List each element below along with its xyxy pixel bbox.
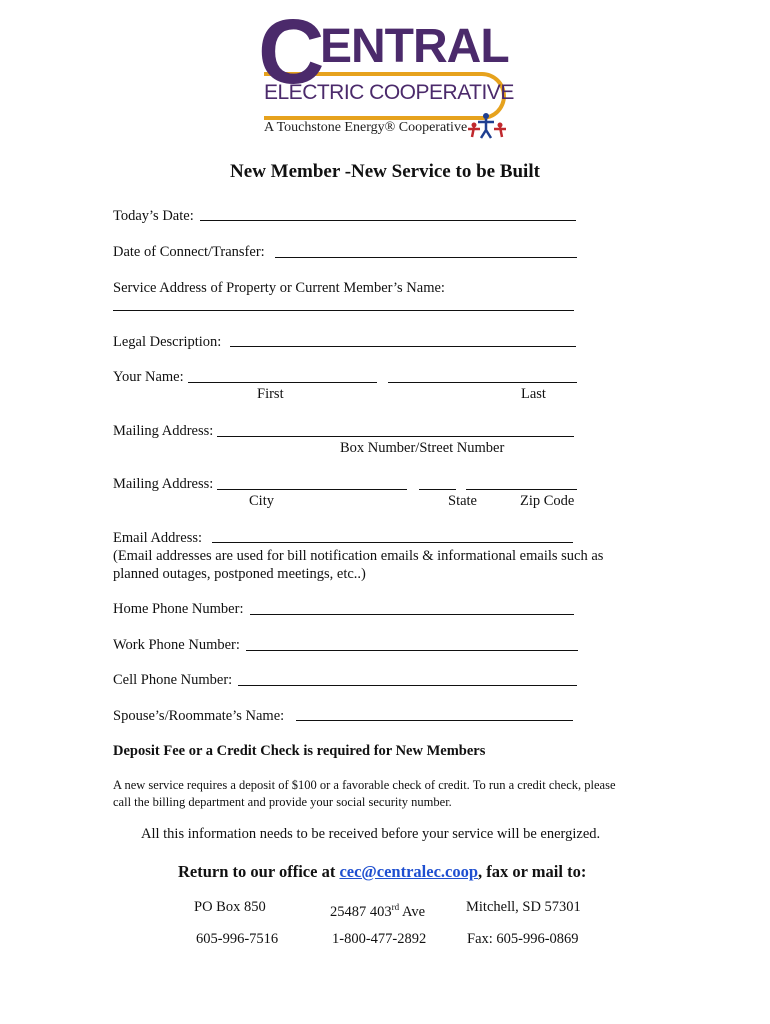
deposit-text-line-2: call the billing department and provide your social security number. [113,795,452,809]
deposit-text-line-1: A new service requires a deposit of $100 or a favorable check of credit. To run a credit check, please [113,778,616,792]
spouse-name-label: Spouse’s/Roommate’s Name: [113,708,285,724]
last-name-field[interactable] [388,382,577,383]
email-note-line-1: (Email addresses are used for bill notification emails & informational emails such as [113,548,604,564]
city-caption: City [249,493,274,509]
city-field[interactable] [217,489,407,490]
cooperative-logo [258,1,518,116]
street-ordinal: rd [391,902,400,912]
energize-notice: All this information needs to be received before your service will be energized. [141,826,601,842]
service-address-label: Service Address of Property or Current Member’s Name: [113,280,445,296]
toll-free-phone: 1-800-477-2892 [332,931,427,947]
cell-phone-label: Cell Phone Number: [113,672,233,688]
logo-brand-name: ENTRAL [320,20,509,73]
return-prefix: Return to our office at [178,862,340,881]
legal-description-field[interactable] [230,346,576,347]
po-box: PO Box 850 [194,899,266,915]
return-suffix: , fax or mail to: [478,862,587,881]
city-state-zip: Mitchell, SD 57301 [466,899,581,915]
your-name-label: Your Name: [113,369,184,385]
legal-description-label: Legal Description: [113,334,222,350]
cell-phone-field[interactable] [238,685,577,686]
mailing-address-label: Mailing Address: [113,423,214,439]
zip-code-field[interactable] [466,489,577,490]
email-note-line-2: planned outages, postponed meetings, etc..) [113,566,366,582]
work-phone-field[interactable] [246,650,578,651]
return-email-link[interactable]: cec@centralec.coop [339,862,479,881]
page-title: New Member -New Service to be Built [230,161,540,182]
office-phone: 605-996-7516 [196,931,279,947]
first-name-caption: First [257,386,284,402]
state-caption: State [448,493,477,509]
fax-number: Fax: 605-996-0869 [467,931,579,947]
connect-date-label: Date of Connect/Transfer: [113,244,265,260]
email-address-label: Email Address: [113,530,203,546]
work-phone-label: Work Phone Number: [113,637,240,653]
todays-date-field[interactable] [200,220,576,221]
touchstone-figures-icon [466,110,508,140]
todays-date-label: Today’s Date: [113,208,194,224]
connect-date-field[interactable] [275,257,577,258]
home-phone-field[interactable] [250,614,574,615]
last-name-caption: Last [521,386,546,402]
street-address-field[interactable] [217,436,574,437]
first-name-field[interactable] [188,382,377,383]
state-field[interactable] [419,489,456,490]
service-address-field[interactable] [113,310,574,311]
logo-letter-c: C [258,1,325,103]
street-number: 25487 403 [330,903,392,920]
deposit-heading: Deposit Fee or a Credit Check is required for New Members [113,743,486,759]
zip-code-caption: Zip Code [520,493,575,509]
email-address-field[interactable] [212,542,573,543]
home-phone-label: Home Phone Number: [113,601,244,617]
return-instructions [178,862,586,882]
street-address-caption: Box Number/Street Number [340,440,505,456]
logo-subtitle: ELECTRIC COOPERATIVE [264,81,514,104]
logo-tagline: A Touchstone Energy® Cooperative [264,120,468,135]
mailing-address-city-label: Mailing Address: [113,476,214,492]
street-name: Ave [399,903,426,920]
street-address [330,898,425,921]
spouse-name-field[interactable] [296,720,573,721]
